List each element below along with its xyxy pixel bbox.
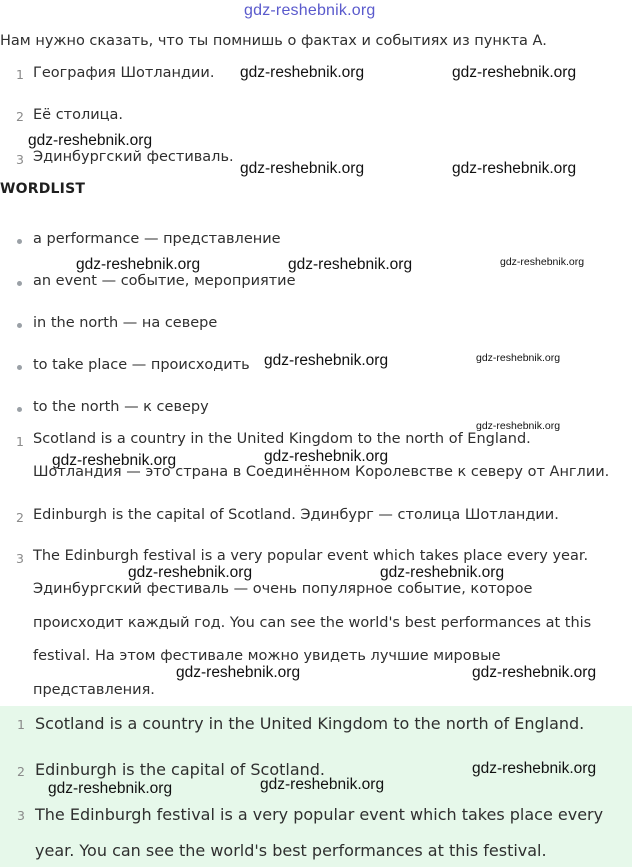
- panel-number: 3: [17, 808, 25, 823]
- watermark: gdz-reshebnik.org: [28, 132, 153, 149]
- wordlist-item: to the north — к северу: [33, 399, 209, 415]
- wordlist-item: in the north — на севере: [33, 315, 218, 331]
- watermark: gdz-reshebnik.org: [260, 776, 385, 793]
- intro-text: Нам нужно сказать, что ты помнишь о фактах и событиях из пункта A.: [0, 33, 547, 49]
- panel-line: year. You can see the world's best performances at this festival.: [35, 841, 547, 860]
- point-item: География Шотландии.: [33, 65, 215, 81]
- wordlist-item: a performance — представление: [33, 231, 281, 247]
- bullet-dot: [17, 323, 22, 328]
- watermark: gdz-reshebnik.org: [264, 448, 389, 465]
- point-number: 2: [16, 109, 24, 124]
- answer-line: Scotland is a country in the United Kingdom to the north of England.: [33, 431, 531, 447]
- answer-line: происходит каждый год. You can see the world's best performances at this: [33, 615, 592, 631]
- panel-number: 1: [17, 717, 25, 732]
- watermark-top: gdz-reshebnik.org: [244, 2, 376, 19]
- point-number: 3: [16, 152, 24, 167]
- wordlist-item: to take place — происходить: [33, 357, 250, 373]
- watermark: gdz-reshebnik.org: [472, 664, 597, 681]
- watermark: gdz-reshebnik.org: [240, 64, 365, 81]
- watermark: gdz-reshebnik.org: [452, 160, 577, 177]
- bullet-dot: [17, 407, 22, 412]
- wordlist-item: an event — событие, мероприятие: [33, 273, 296, 289]
- point-item: Её столица.: [33, 107, 124, 123]
- panel-number: 2: [17, 764, 25, 779]
- answer-line: festival. На этом фестивале можно увидеть лучшие мировые: [33, 648, 501, 664]
- panel-line: The Edinburgh festival is a very popular event which takes place every: [35, 805, 604, 824]
- answer-line: The Edinburgh festival is a very popular event which takes place every year.: [33, 548, 589, 564]
- watermark: gdz-reshebnik.org: [264, 352, 389, 369]
- answer-line: Эдинбургский фестиваль — очень популярное событие, которое: [33, 581, 533, 597]
- watermark: gdz-reshebnik.org: [240, 160, 365, 177]
- watermark: gdz-reshebnik.org: [500, 256, 585, 268]
- answer-number: 1: [16, 434, 24, 449]
- point-item: Эдинбургский фестиваль.: [33, 149, 234, 165]
- watermark: gdz-reshebnik.org: [472, 760, 597, 777]
- answer-line: представления.: [33, 682, 155, 698]
- wordlist-heading: WORDLIST: [0, 181, 86, 197]
- watermark: gdz-reshebnik.org: [176, 664, 301, 681]
- answer-number: 3: [16, 551, 24, 566]
- point-number: 1: [16, 67, 24, 82]
- answer-line: Шотландия — это страна в Соединённом Королевстве к северу от Англии.: [33, 464, 610, 480]
- watermark: gdz-reshebnik.org: [380, 564, 505, 581]
- bullet-dot: [17, 239, 22, 244]
- watermark: gdz-reshebnik.org: [128, 564, 253, 581]
- watermark: gdz-reshebnik.org: [76, 256, 201, 273]
- panel-line: Scotland is a country in the United Kingdom to the north of England.: [35, 714, 585, 733]
- watermark: gdz-reshebnik.org: [452, 64, 577, 81]
- watermark: gdz-reshebnik.org: [476, 352, 561, 364]
- watermark: gdz-reshebnik.org: [48, 780, 173, 797]
- panel-line: Edinburgh is the capital of Scotland.: [35, 760, 326, 779]
- answer-line: Edinburgh is the capital of Scotland. Эдинбург — столица Шотландии.: [33, 507, 559, 523]
- watermark: gdz-reshebnik.org: [288, 256, 413, 273]
- answer-number: 2: [16, 510, 24, 525]
- bullet-dot: [17, 365, 22, 370]
- watermark: gdz-reshebnik.org: [52, 452, 177, 469]
- bullet-dot: [17, 281, 22, 286]
- watermark: gdz-reshebnik.org: [476, 420, 561, 432]
